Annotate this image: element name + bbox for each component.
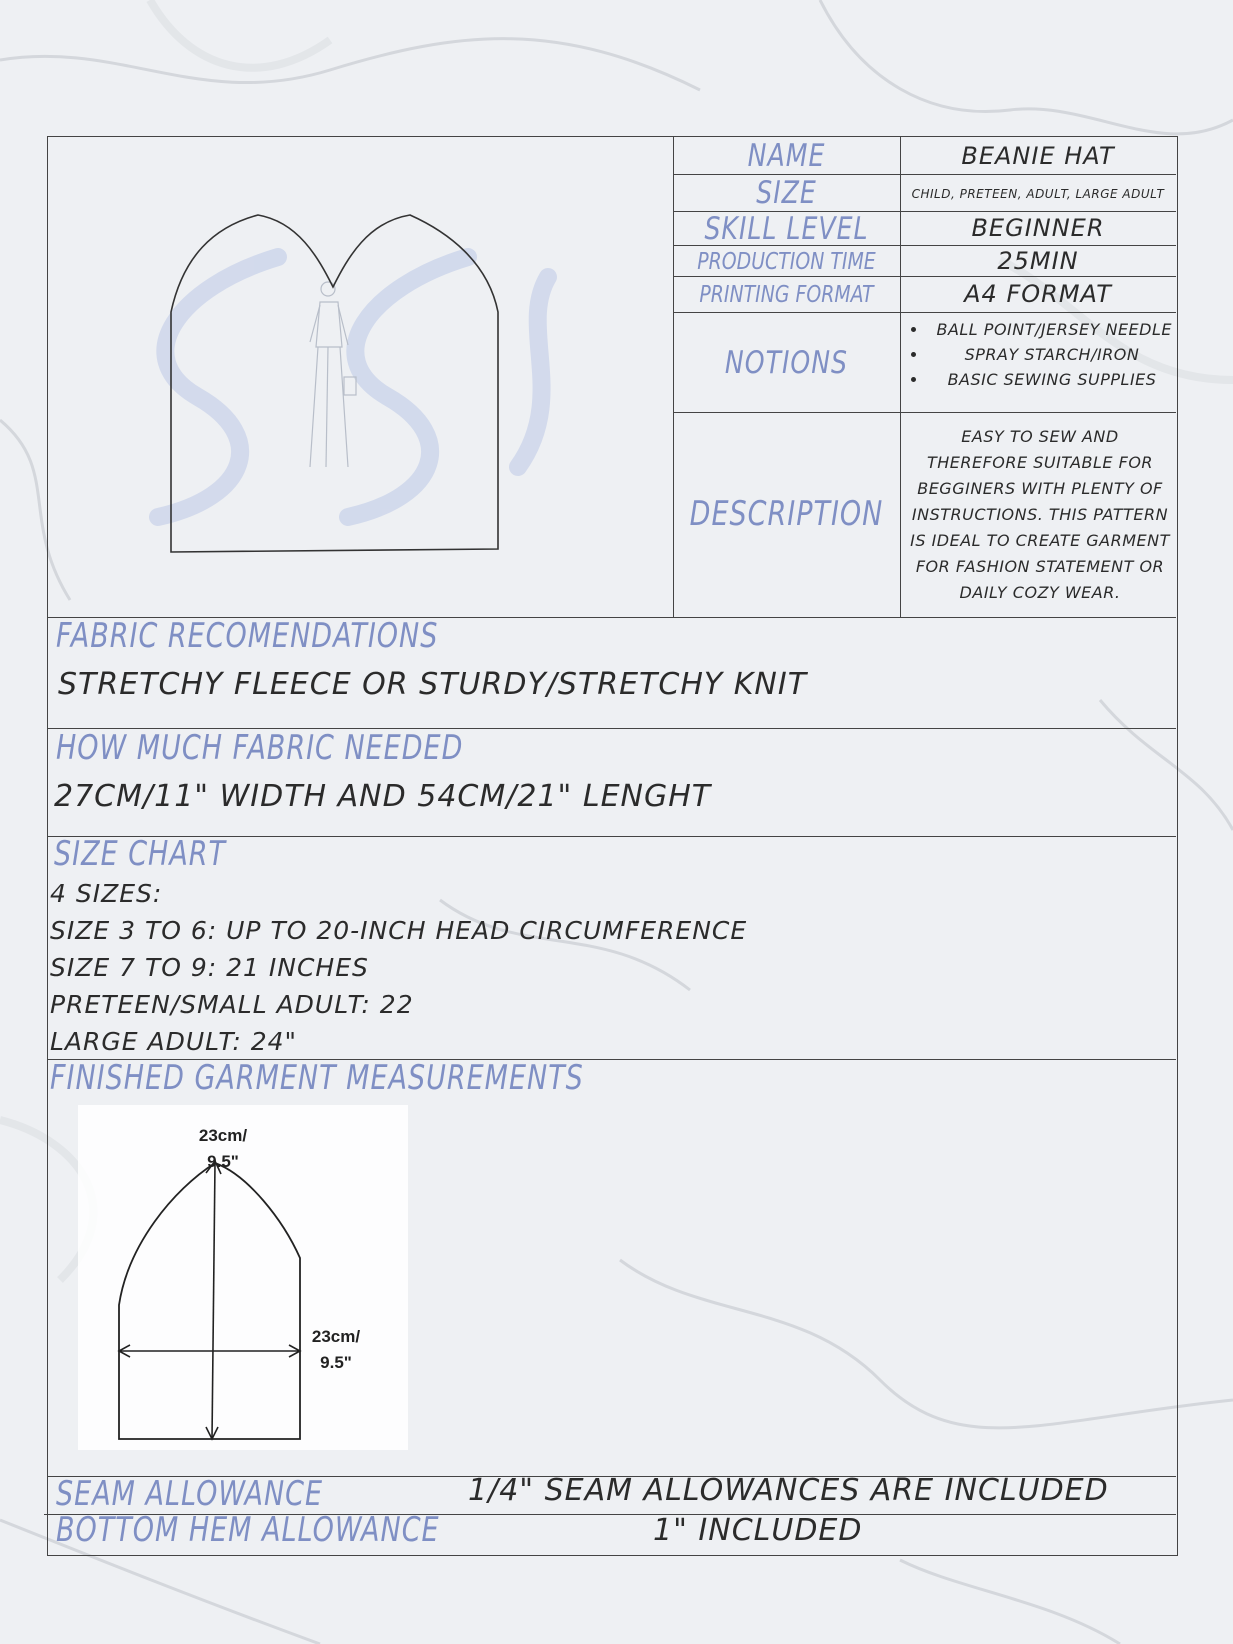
size-value: CHILD, PRETEEN, ADULT, LARGE ADULT — [911, 186, 1165, 201]
skill-level-value: BEGINNER — [971, 214, 1105, 242]
pattern-illustration — [48, 137, 673, 617]
pattern-sheet — [47, 136, 1178, 1556]
fabric-needed-value: 27CM/11" WIDTH AND 54CM/21" LENGHT — [54, 779, 712, 814]
size-chart-line: LARGE ADULT: 24" — [50, 1027, 298, 1056]
fabric-needed-heading: HOW MUCH FABRIC NEEDED — [56, 728, 464, 769]
skill-level-label: SKILL LEVEL — [704, 209, 869, 247]
description-label: DESCRIPTION — [689, 494, 884, 535]
printing-format-label: PRINTING FORMAT — [699, 280, 874, 308]
seam-allowance-heading: SEAM ALLOWANCE — [56, 1474, 324, 1515]
notion-item: • BALL POINT/JERSEY NEEDLE — [928, 317, 1176, 342]
printing-format-value: A4 FORMAT — [964, 280, 1112, 308]
size-chart-line: SIZE 7 TO 9: 21 INCHES — [50, 953, 369, 982]
fashion-figure — [310, 282, 356, 467]
width-measurement-line: 9.5" — [320, 1353, 352, 1372]
height-measurement-line: 23cm/ — [198, 1126, 248, 1145]
size-chart-lines — [50, 875, 747, 1060]
size-chart-line: PRETEEN/SMALL ADULT: 22 — [50, 990, 414, 1019]
notions-list — [900, 317, 1176, 392]
width-measurement-line: 23cm/ — [311, 1327, 361, 1346]
notion-item: • SPRAY STARCH/IRON — [928, 342, 1176, 367]
size-chart-line: 4 SIZES: — [50, 879, 163, 908]
notions-label: NOTIONS — [724, 343, 849, 381]
seam-allowance-value: 1/4" SEAM ALLOWANCES ARE INCLUDED — [468, 1473, 1109, 1508]
production-time-value: 25MIN — [997, 246, 1079, 275]
watermark-logo — [158, 257, 548, 517]
fabric-recommendations-value: STRETCHY FLEECE OR STURDY/STRETCHY KNIT — [58, 667, 808, 702]
notion-item: • BASIC SEWING SUPPLIES — [928, 367, 1176, 392]
width-measurement-label — [301, 1324, 371, 1376]
description-value: EASY TO SEW AND THEREFORE SUITABLE FOR BEGGINERS WITH PLENTY OF INSTRUCTIONS. THIS PATTERN IS IDEAL TO CREATE GARMENT FOR FASHION STATEMENT OR DAILY COZY WEAR. — [910, 426, 1170, 602]
size-chart-line: SIZE 3 TO 6: UP TO 20-INCH HEAD CIRCUMFERENCE — [50, 916, 748, 945]
finished-measurements-heading: FINISHED GARMENT MEASUREMENTS — [50, 1058, 584, 1099]
production-time-label: PRODUCTION TIME — [697, 247, 876, 274]
height-measurement-line: 9.5" — [207, 1152, 239, 1171]
hem-allowance-heading: BOTTOM HEM ALLOWANCE — [56, 1510, 440, 1551]
name-value: BEANIE HAT — [961, 141, 1115, 170]
hem-allowance-value: 1" INCLUDED — [653, 1513, 863, 1548]
size-chart-heading: SIZE CHART — [54, 834, 227, 875]
height-measurement-label — [188, 1123, 258, 1175]
size-label: SIZE — [756, 174, 817, 211]
name-label: NAME — [747, 137, 826, 174]
fabric-recommendations-heading: FABRIC RECOMENDATIONS — [56, 616, 439, 657]
